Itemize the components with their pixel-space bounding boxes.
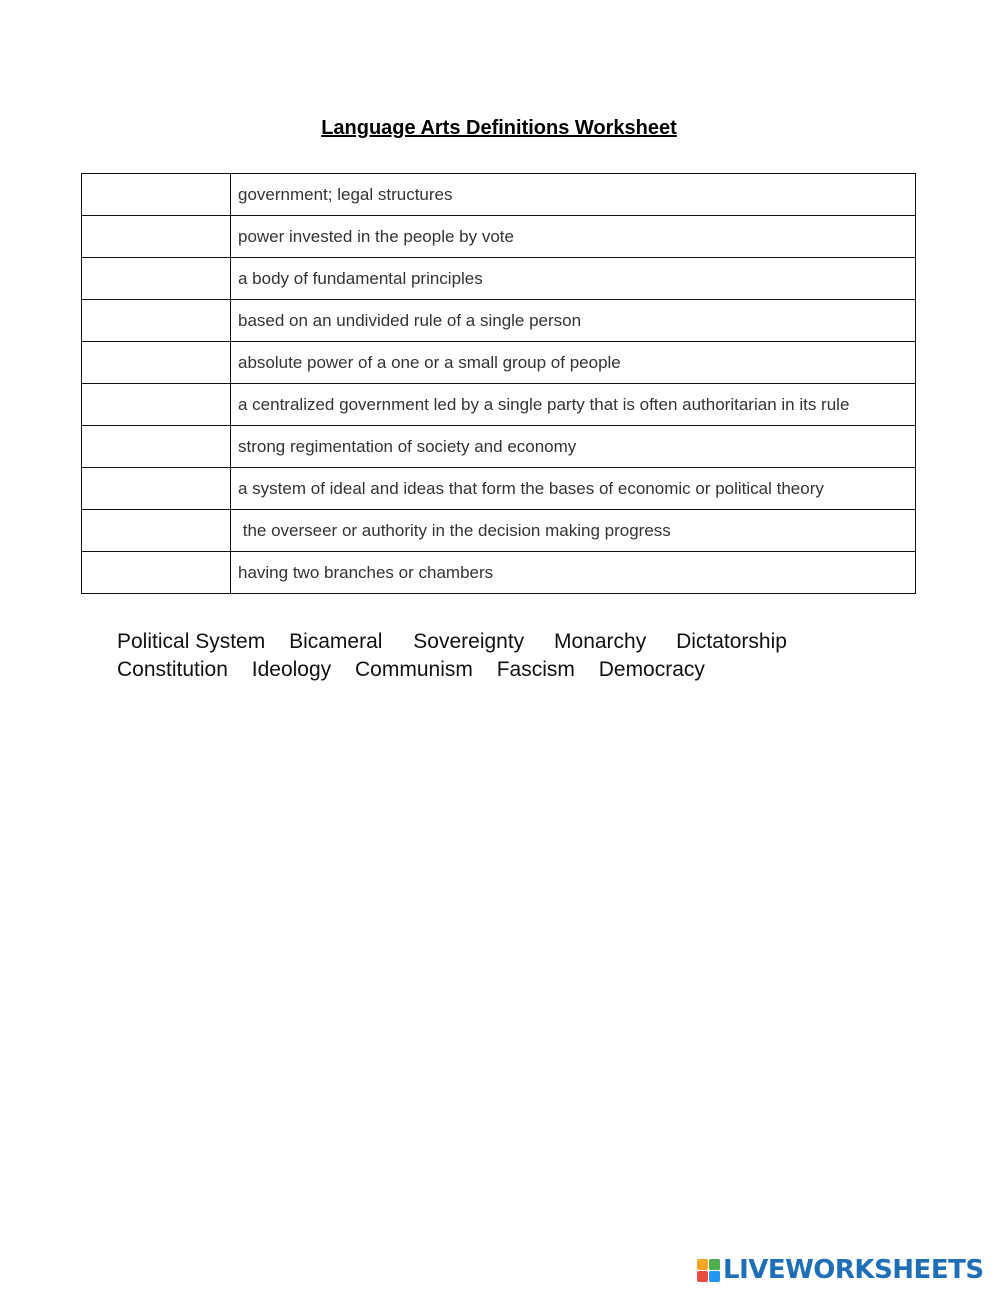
definition-text: having two branches or chambers (231, 552, 916, 594)
word-bank-row-2 (117, 656, 877, 684)
word-bank-term: Bicameral (289, 630, 383, 653)
answer-cell[interactable] (82, 468, 231, 510)
definition-text: government; legal structures (231, 174, 916, 216)
table-row (82, 384, 916, 426)
word-bank-term: Political System (117, 630, 266, 653)
word-bank-term: Monarchy (554, 630, 647, 653)
worksheet-title: Language Arts Definitions Worksheet (321, 117, 677, 139)
definition-text: strong regimentation of society and economy (231, 426, 916, 468)
word-bank (117, 628, 877, 684)
word-bank-term: Democracy (598, 658, 705, 681)
table-row (82, 510, 916, 552)
table-row (82, 300, 916, 342)
definition-text: power invested in the people by vote (231, 216, 916, 258)
table-row (82, 342, 916, 384)
definition-text: a body of fundamental principles (231, 258, 916, 300)
definition-text: the overseer or authority in the decision making progress (231, 510, 916, 552)
answer-cell[interactable] (82, 384, 231, 426)
answer-cell[interactable] (82, 342, 231, 384)
answer-cell[interactable] (82, 300, 231, 342)
answer-cell[interactable] (82, 552, 231, 594)
logo-block (697, 1259, 708, 1270)
table-row (82, 174, 916, 216)
word-bank-term: Ideology (251, 658, 332, 681)
logo-blocks-icon (697, 1259, 720, 1282)
answer-cell[interactable] (82, 426, 231, 468)
table-row (82, 426, 916, 468)
table-row (82, 258, 916, 300)
word-bank-term: Dictatorship (676, 630, 787, 653)
word-bank-row-1 (117, 628, 877, 656)
word-bank-term: Sovereignty (413, 630, 525, 653)
definition-text: based on an undivided rule of a single person (231, 300, 916, 342)
answer-cell[interactable] (82, 216, 231, 258)
logo-block (697, 1271, 708, 1282)
definition-text: absolute power of a one or a small group of people (231, 342, 916, 384)
logo-block (709, 1259, 720, 1270)
answer-cell[interactable] (82, 174, 231, 216)
answer-cell[interactable] (82, 510, 231, 552)
definition-text: a centralized government led by a single party that is often authoritarian in its rule (231, 384, 916, 426)
logo-text: LIVEWORKSHEETS (723, 1255, 984, 1285)
word-bank-term: Communism (355, 658, 473, 681)
answer-cell[interactable] (82, 258, 231, 300)
logo-block (709, 1271, 720, 1282)
definitions-table (81, 173, 916, 594)
table-row (82, 552, 916, 594)
table-row (82, 468, 916, 510)
liveworksheets-logo (697, 1255, 984, 1285)
table-row (82, 216, 916, 258)
definition-text: a system of ideal and ideas that form the bases of economic or political theory (231, 468, 916, 510)
word-bank-term: Constitution (117, 658, 228, 681)
word-bank-term: Fascism (496, 658, 575, 681)
